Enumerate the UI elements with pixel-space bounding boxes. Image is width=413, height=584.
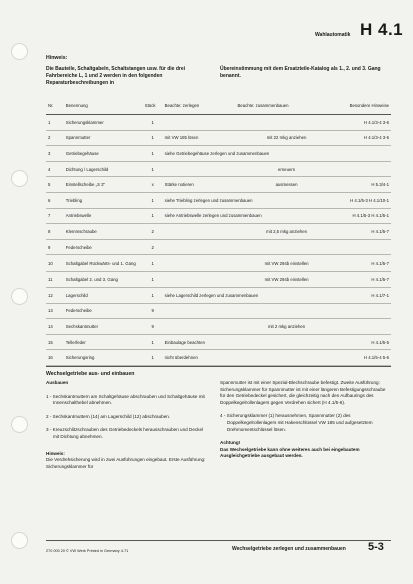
cell-disassemble xyxy=(163,272,236,288)
cell-disassemble: siehe Lagerschild zerlegen und zusammenbauen xyxy=(163,287,338,303)
section-divider xyxy=(46,366,391,367)
cell-assemble: mit 2 mkg anziehen xyxy=(235,319,337,335)
col-notes: Besondere Hinweise xyxy=(338,96,391,115)
cell-qty: 1 xyxy=(143,115,163,131)
col-name: Benennung xyxy=(64,96,143,115)
achtung-text: Das Wechselgetriebe kann ohne weiteres auch bei eingebautem Ausgleichgetriebe ausgebaut werden. xyxy=(220,446,360,459)
left-column xyxy=(46,380,206,470)
step-4: 4 - Sicherungsklammer (1) herausnehmen, Spannmutter (2) des Doppelkegelrollenlagers mit Hakenschlüssel VW 185 und aufgesetztem Drehmomentschlüssel lösen. xyxy=(220,413,373,432)
cell-disassemble xyxy=(163,255,236,272)
table-row xyxy=(46,161,391,177)
page-number: 5-3 xyxy=(368,541,384,553)
cell-nr: 6 xyxy=(46,192,64,208)
cell-assemble xyxy=(235,303,337,319)
cell-qty: 1 xyxy=(143,161,163,177)
table-row xyxy=(46,287,391,303)
cell-nr: 7 xyxy=(46,208,64,224)
punch-hole xyxy=(11,43,28,60)
cell-assemble xyxy=(235,115,337,131)
right-column xyxy=(220,380,392,460)
punch-hole xyxy=(11,416,28,433)
cell-notes: H 4.1/7-1 xyxy=(338,287,391,303)
hinweis2-text: Die Verdrehsicherung wird in zwei Ausführungen eingebaut. Erste Ausführung: Sicherungsklammer für xyxy=(46,457,206,469)
cell-qty: 9 xyxy=(143,319,163,335)
cell-disassemble: Stärke notieren xyxy=(163,177,236,193)
cell-disassemble xyxy=(163,239,236,255)
cell-nr: 14 xyxy=(46,319,64,335)
ausbauen-title: Ausbauen xyxy=(46,380,69,385)
col-qty: Stück xyxy=(143,96,163,115)
cell-assemble xyxy=(235,350,337,366)
cell-nr: 9 xyxy=(46,239,64,255)
col-disassemble: Beachte: zerlegen xyxy=(163,96,236,115)
cell-qty: 9 xyxy=(143,303,163,319)
cell-nr: 8 xyxy=(46,224,64,240)
cell-nr: 13 xyxy=(46,303,64,319)
cell-disassemble xyxy=(163,224,236,240)
punch-hole xyxy=(11,170,28,187)
cell-disassemble: siehe Getriebegehäuse zerlegen und zusammenbauen xyxy=(163,146,338,162)
cell-assemble: mit VW 294b einstellen xyxy=(235,272,337,288)
cell-assemble: mit 22 mkg anziehen xyxy=(235,130,337,146)
cell-qty: 1 xyxy=(143,287,163,303)
right-para1: Spannmutter ist mit einer Spezial-Blechschraube befestigt. Zweite Ausführung: Sicherungsklammer für Spannmutter ist mit einer längeren Befestigungsschraube für den Getriebedeckel gesichert, die gleichzeitig nach den Aufbaurings des Doppelkegelrollenlagers gegen Verdrehen sichert (H 4.1/5-6). xyxy=(220,380,386,405)
cell-name: Lagerschild xyxy=(64,287,143,303)
cell-disassemble xyxy=(163,161,236,177)
step-3: 3 - Kreuzschlitzschrauben des Getriebedeckels herausschrauben und Deckel mit Dichtung abnehmen. xyxy=(46,427,204,439)
table-row xyxy=(46,130,391,146)
cell-qty: 1 xyxy=(143,334,163,350)
cell-name: Getriebegehäuse xyxy=(64,146,143,162)
intro-right: Übereinstimmung mit dem Ersatzteile-Katalog als 1., 2. und 3. Gang benannt. xyxy=(220,66,381,79)
cell-qty: 1 xyxy=(143,350,163,366)
cell-notes: H 4.1/3-4 3-6 xyxy=(338,130,391,146)
cell-name: Sicherungsklammer xyxy=(64,115,143,131)
cell-notes xyxy=(338,239,391,255)
cell-name: Schaltgabel 2. und 3. Gang xyxy=(64,272,143,288)
cell-nr: 4 xyxy=(46,161,64,177)
cell-qty: 1 xyxy=(143,146,163,162)
header-section-number: H 4.1 xyxy=(360,20,404,39)
cell-disassemble: Einbaulage beachten xyxy=(163,334,236,350)
cell-qty: x xyxy=(143,177,163,193)
punch-hole xyxy=(11,288,28,305)
col-assemble: Beachte: zusammenbauen xyxy=(235,96,337,115)
cell-qty: 1 xyxy=(143,255,163,272)
cell-disassemble: siehe Antriebswelle zerlegen und zusammenbauen xyxy=(163,208,338,224)
step-2: 2 - Sechskantmuttern (14) am Lagerschild (12) abschrauben. xyxy=(46,413,171,419)
hinweis-title: Hinweis: xyxy=(46,55,68,61)
footer-left: 270 000 20 © VW Werk Printed in Germany 4-71 xyxy=(46,549,129,553)
cell-notes xyxy=(338,319,391,335)
cell-qty: 2 xyxy=(143,239,163,255)
cell-assemble: mit VW 294b einstellen xyxy=(235,255,337,272)
intro-left: Die Bauteile, Schaltgabeln, Schaltstangen usw. für die drei Fahrbereiche L, 1 und 2 werden in den folgenden Reparaturbeschreibungen in xyxy=(46,66,186,86)
cell-nr: 3 xyxy=(46,146,64,162)
cell-qty: 1 xyxy=(143,208,163,224)
cell-assemble xyxy=(235,239,337,255)
cell-name: Federscheibe xyxy=(64,239,143,255)
cell-notes: H 4.1/5-5 xyxy=(338,334,391,350)
table-row xyxy=(46,350,391,366)
cell-notes xyxy=(338,146,391,162)
cell-notes: H 4.1/3-4 3-6 xyxy=(338,115,391,131)
cell-name: Federscheibe xyxy=(64,303,143,319)
cell-disassemble: siehe Triebling zerlegen und zusammenbauen xyxy=(163,192,338,208)
achtung-title: Achtung! xyxy=(220,440,241,446)
cell-disassemble xyxy=(163,303,236,319)
cell-name: Sechskantmutter xyxy=(64,319,143,335)
cell-notes: H 4.1/5-4 5-6 xyxy=(338,350,391,366)
cell-qty: 1 xyxy=(143,272,163,288)
table-row xyxy=(46,208,391,224)
step-1: 1 - Sechskantmuttern am Schaltgehäuse abschrauben und Schaltgehäuse mit Innenschalthebel abnehmen. xyxy=(46,393,205,406)
cell-nr: 16 xyxy=(46,350,64,366)
footer-title: Wechselgetriebe zerlegen und zusammenbauen xyxy=(232,546,346,552)
cell-name: Klemmschraube xyxy=(64,224,143,240)
table-row xyxy=(46,239,391,255)
cell-disassemble: mit VW 185 lösen xyxy=(163,130,236,146)
cell-notes xyxy=(338,161,391,177)
cell-disassemble: nicht überdehnen xyxy=(163,350,236,366)
cell-nr: 1 xyxy=(46,115,64,131)
cell-name: Tellerfeder xyxy=(64,334,143,350)
cell-nr: 15 xyxy=(46,334,64,350)
cell-notes: H 4.1/5-3 H 4.1/5-1 xyxy=(338,208,391,224)
cell-nr: 2 xyxy=(46,130,64,146)
cell-assemble: erneuern xyxy=(235,161,337,177)
table-row xyxy=(46,272,391,288)
cell-nr: 10 xyxy=(46,255,64,272)
table-row xyxy=(46,224,391,240)
cell-qty: 1 xyxy=(143,192,163,208)
cell-notes: H 4.1/5-7 xyxy=(338,224,391,240)
table-row xyxy=(46,177,391,193)
cell-name: Schaltgabel Rückwärts- und 1. Gang xyxy=(64,255,143,272)
punch-hole xyxy=(11,532,28,549)
table-header-row xyxy=(46,96,391,115)
header-label: Wahlautomatik xyxy=(315,32,351,38)
cell-notes: H 4.1/5-7 xyxy=(338,272,391,288)
cell-assemble: ausmessen xyxy=(235,177,337,193)
cell-qty: 1 xyxy=(143,130,163,146)
cell-assemble: mit 2,5 mkg anziehen xyxy=(235,224,337,240)
cell-name: Antriebswelle xyxy=(64,208,143,224)
footer-divider xyxy=(46,540,391,541)
cell-disassemble xyxy=(163,319,236,335)
cell-name: Triebling xyxy=(64,192,143,208)
cell-nr: 12 xyxy=(46,287,64,303)
hinweis2-title: Hinweis: xyxy=(46,450,65,456)
cell-name: Spannmutter xyxy=(64,130,143,146)
cell-notes: H 4.1/5-3 H 4.1/10-1 xyxy=(338,192,391,208)
col-nr: Nr. xyxy=(46,96,64,115)
cell-name: Dichtung / Lagerschild xyxy=(64,161,143,177)
table-row xyxy=(46,334,391,350)
cell-name: Sicherungsring xyxy=(64,350,143,366)
cell-name: Einstellscheibe „S 3" xyxy=(64,177,143,193)
cell-notes: H 4.1/5-7 xyxy=(338,255,391,272)
cell-qty: 2 xyxy=(143,224,163,240)
parts-table xyxy=(46,96,391,366)
table-row xyxy=(46,115,391,131)
cell-nr: 11 xyxy=(46,272,64,288)
table-row xyxy=(46,146,391,162)
cell-nr: 5 xyxy=(46,177,64,193)
table-row xyxy=(46,255,391,272)
table-row xyxy=(46,192,391,208)
cell-disassemble xyxy=(163,115,236,131)
table-row xyxy=(46,303,391,319)
cell-assemble xyxy=(235,334,337,350)
section-title: Wechselgetriebe aus- und einbauen xyxy=(46,371,135,377)
cell-notes xyxy=(338,303,391,319)
table-row xyxy=(46,319,391,335)
cell-notes: H 5.3/4-1 xyxy=(338,177,391,193)
